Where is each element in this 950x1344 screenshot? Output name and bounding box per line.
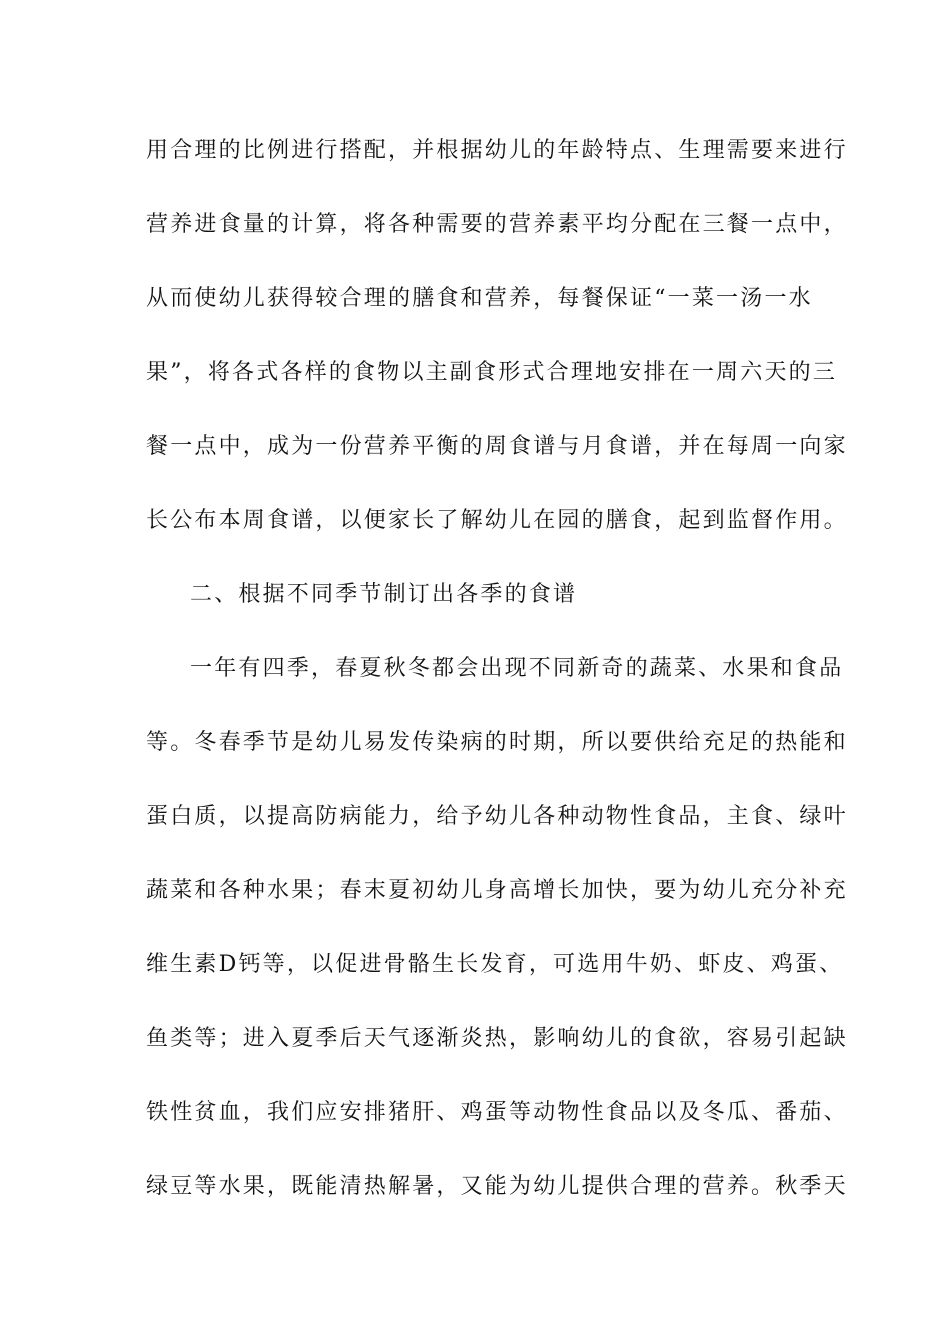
paragraph-line-4: 果”，将各式各样的食物以主副食形式合理地安排在一周六天的三 [146, 360, 838, 385]
paragraph-line-1: 用合理的比例进行搭配，并根据幼儿的年龄特点、生理需要来进行 [146, 138, 848, 163]
paragraph-line-5: 餐一点中，成为一份营养平衡的周食谱与月食谱，并在每周一向家 [146, 434, 848, 459]
paragraph-line-3: 从而使幼儿获得较合理的膳食和营养，每餐保证“一菜一汤一水 [146, 286, 813, 311]
paragraph-line-10: 蛋白质，以提高防病能力，给予幼儿各种动物性食品，主食、绿叶 [146, 804, 848, 829]
section-heading: 二、根据不同季节制订出各季的食谱 [190, 582, 578, 607]
paragraph-line-2: 营养进食量的计算，将各种需要的营养素平均分配在三餐一点中， [146, 212, 848, 237]
paragraph-line-15: 绿豆等水果，既能清热解暑，又能为幼儿提供合理的营养。秋季天 [146, 1174, 848, 1199]
paragraph-line-13: 鱼类等；进入夏季后天气逐渐炎热，影响幼儿的食欲，容易引起缺 [146, 1026, 848, 1051]
paragraph-line-9: 等。冬春季节是幼儿易发传染病的时期，所以要供给充足的热能和 [146, 730, 848, 755]
paragraph-line-8: 一年有四季，春夏秋冬都会出现不同新奇的蔬菜、水果和食品 [190, 656, 844, 681]
paragraph-line-6: 长公布本周食谱，以便家长了解幼儿在园的膳食，起到监督作用。 [146, 508, 848, 533]
paragraph-line-11: 蔬菜和各种水果；春末夏初幼儿身高增长加快，要为幼儿充分补充 [146, 878, 848, 903]
paragraph-line-14: 铁性贫血，我们应安排猪肝、鸡蛋等动物性食品以及冬瓜、番茄、 [146, 1100, 848, 1125]
paragraph-line-12: 维生素D钙等，以促进骨骼生长发育，可选用牛奶、虾皮、鸡蛋、 [146, 952, 844, 977]
